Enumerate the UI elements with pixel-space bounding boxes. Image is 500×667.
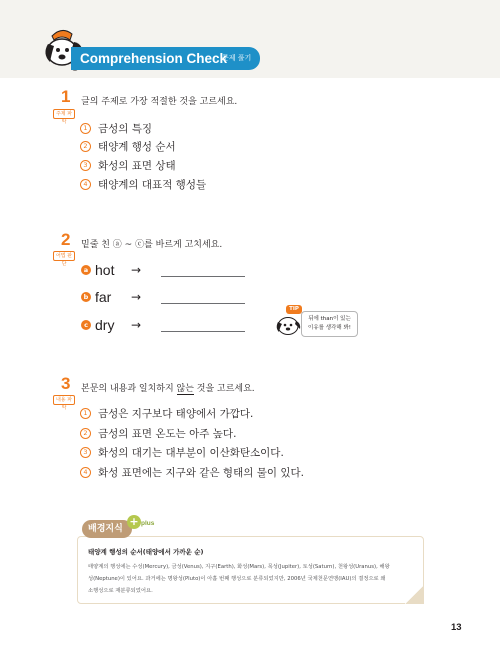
question-1-choice-3[interactable] bbox=[80, 158, 176, 172]
question-2-prompt: 밑줄 친 ⓐ ~ ⓒ를 바르게 고치세요. bbox=[81, 240, 223, 250]
plus-word: plus bbox=[141, 520, 155, 527]
answer-blank-a[interactable] bbox=[161, 276, 245, 277]
blank-row-b bbox=[81, 288, 251, 306]
question-1-choice-1[interactable] bbox=[80, 121, 152, 135]
choice-text: 화성 표면에는 지구와 같은 형태의 물이 있다. bbox=[98, 466, 304, 479]
question-3-choice-3[interactable] bbox=[80, 445, 284, 459]
background-label: 배경지식 bbox=[88, 524, 123, 534]
arrow-right-icon: → bbox=[131, 318, 142, 332]
blank-word: hot bbox=[95, 262, 115, 278]
choice-number-badge: 2 bbox=[80, 141, 91, 152]
page-curl-decoration bbox=[405, 586, 424, 604]
question-1-tag: 주제 파악 bbox=[53, 109, 75, 119]
question-3-tag: 내용 파악 bbox=[53, 395, 75, 405]
choice-number-badge: 4 bbox=[80, 179, 91, 190]
question-1-choice-2[interactable] bbox=[80, 139, 176, 153]
marker-c-badge: c bbox=[81, 320, 91, 330]
choice-number-badge: 3 bbox=[80, 447, 91, 458]
background-text-line: 소행성으로 재분류되었어요. bbox=[88, 588, 153, 594]
background-title: 태양계 행성의 순서(태양에서 가까운 순) bbox=[88, 548, 204, 556]
choice-text: 금성의 표면 온도는 아주 높다. bbox=[98, 427, 237, 440]
question-1-prompt: 글의 주제로 가장 적절한 것을 고르세요. bbox=[81, 97, 238, 107]
choice-text: 화성의 대기는 대부분이 이산화탄소이다. bbox=[98, 446, 284, 459]
blank-word: far bbox=[95, 289, 112, 305]
plus-icon: + bbox=[127, 515, 141, 529]
tip-badge: TIP bbox=[286, 305, 302, 314]
marker-b-badge: b bbox=[81, 292, 91, 302]
tip-line-2: 이유를 생각해 봐! bbox=[308, 325, 351, 331]
choice-text: 금성의 특징 bbox=[98, 122, 153, 135]
choice-number-badge: 1 bbox=[80, 408, 91, 419]
prompt-text-after: 것을 고르세요. bbox=[193, 384, 255, 394]
arrow-right-icon: → bbox=[131, 290, 142, 304]
question-3-choice-4[interactable] bbox=[80, 465, 304, 479]
arrow-right-icon: → bbox=[131, 263, 142, 277]
answer-blank-c[interactable] bbox=[161, 331, 245, 332]
tip-bubble bbox=[301, 311, 358, 337]
choice-number-badge: 3 bbox=[80, 160, 91, 171]
tip-line-1: 뒤에 than이 있는 bbox=[308, 316, 351, 322]
answer-blank-b[interactable] bbox=[161, 303, 245, 304]
choice-text: 금성은 지구보다 태양에서 가깝다. bbox=[98, 407, 254, 420]
question-2-tag: 어법 판단 bbox=[53, 251, 75, 261]
question-3-choice-2[interactable] bbox=[80, 426, 236, 440]
section-subtitle: 문제 풀기 bbox=[222, 54, 252, 62]
marker-a-badge: a bbox=[81, 265, 91, 275]
question-1-number: 1 bbox=[61, 87, 71, 106]
blank-word: dry bbox=[95, 317, 115, 333]
question-2-number: 2 bbox=[61, 230, 71, 249]
question-3-prompt bbox=[81, 381, 255, 394]
choice-number-badge: 2 bbox=[80, 428, 91, 439]
prompt-underlined-word: 않는 bbox=[176, 384, 194, 394]
background-text-line: 태양계의 행성에는 수성(Mercury), 금성(Venus), 지구(Earth), 화성(Mars), 목성(Jupiter), 토성(Saturn), 천왕성(Uranus), 해왕 bbox=[88, 564, 390, 570]
choice-text: 태양계의 대표적 행성들 bbox=[98, 178, 207, 191]
choice-text: 태양계 행성 순서 bbox=[98, 140, 176, 153]
choice-text: 화성의 표면 상태 bbox=[98, 159, 176, 172]
background-text-line: 성(Neptune)이 있어요. 과거에는 명왕성(Pluto)이 아홉 번째 행성으로 분류되었지만, 2006년 국제천문연맹(IAU)의 결정으로 왜 bbox=[88, 576, 386, 582]
prompt-text-before: 본문의 내용과 일치하지 bbox=[81, 384, 177, 394]
blank-row-a bbox=[81, 261, 251, 279]
question-3-number: 3 bbox=[61, 374, 71, 393]
choice-number-badge: 4 bbox=[80, 467, 91, 478]
page-number: 13 bbox=[451, 622, 462, 633]
section-title: Comprehension Check bbox=[80, 51, 228, 66]
question-1-choice-4[interactable] bbox=[80, 177, 206, 191]
choice-number-badge: 1 bbox=[80, 123, 91, 134]
blank-row-c bbox=[81, 316, 251, 334]
question-3-choice-1[interactable] bbox=[80, 406, 253, 420]
